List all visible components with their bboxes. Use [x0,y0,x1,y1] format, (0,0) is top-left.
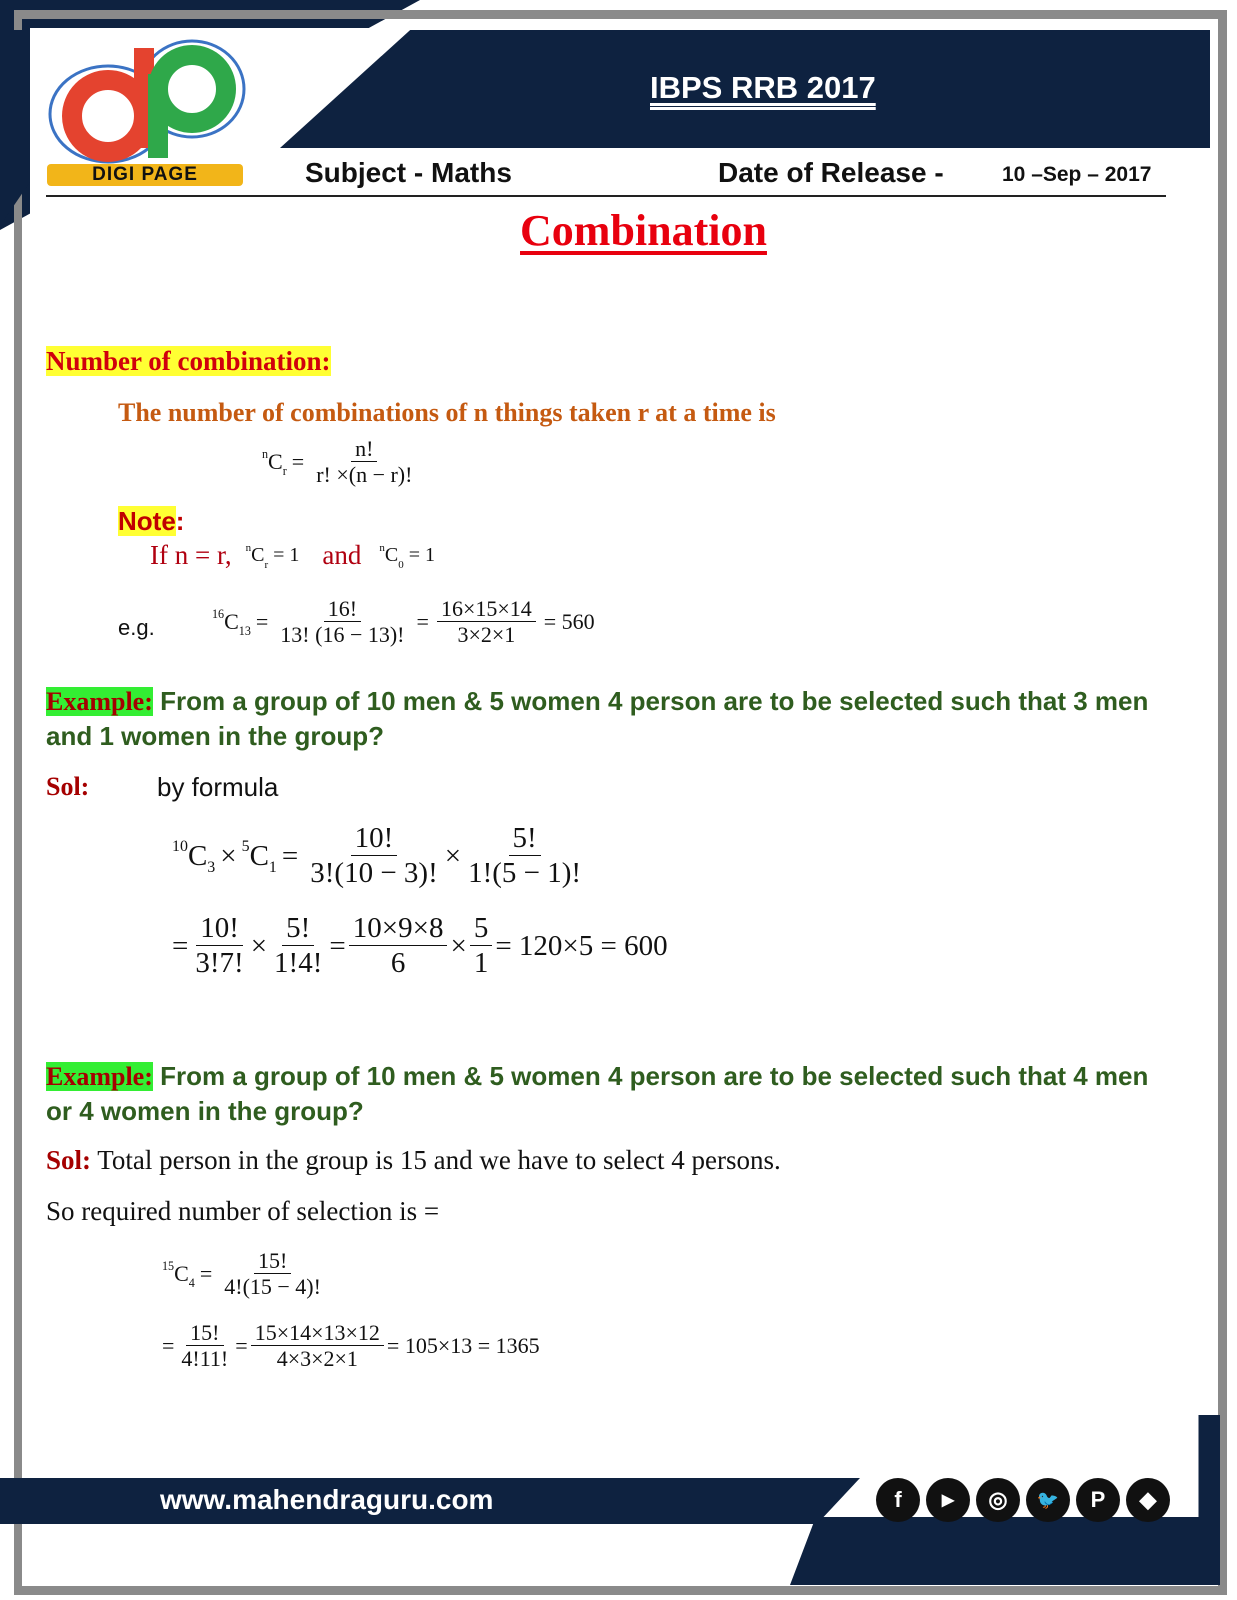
math-part: r [282,464,287,479]
math-part: Note [118,506,176,536]
c-symbol [172,838,216,877]
math-part: C [268,449,283,475]
equals: = [291,449,305,475]
fraction [270,912,326,981]
solution-line-1 [172,822,588,891]
sol-label: Sol: [46,1145,92,1175]
sol-label: Sol: [46,772,90,801]
math-part: = [416,609,429,635]
math-part: = [255,609,269,635]
math-part: × [250,930,268,963]
math-part: 10! [351,822,398,856]
math-part: = [172,930,189,963]
fraction [251,1320,384,1373]
math-part: C [384,544,399,566]
result: = 120×5 = 600 [495,930,668,963]
example-text: From a group of 10 men & 5 women 4 person are to be selected such that 4 men or 4 women in the group? [46,1061,1149,1126]
result: = 105×13 = 1365 [386,1333,540,1359]
fraction [437,596,536,649]
fraction [191,912,247,981]
android-icon[interactable]: ◆ [1126,1478,1170,1522]
math-part: 1!4! [274,947,323,980]
social-icons [876,1478,1170,1522]
fraction [312,436,416,489]
math-part: 16! [324,596,361,622]
header-divider [46,195,1166,197]
math-part: 15! [254,1248,291,1274]
solution-line-2 [172,912,668,981]
and-text: and [322,540,362,570]
fraction [177,1320,232,1373]
nc0-symbol [379,542,404,571]
math-part: 10×9×8 [349,912,448,946]
math-part: 5! [509,822,541,856]
pinterest-icon[interactable]: P [1076,1478,1120,1522]
math-part: 13! (16 − 13)! [280,622,405,648]
math-part: 4!11! [181,1346,229,1372]
math-part: 10 [172,838,188,856]
date-label: Date of Release - [718,157,944,188]
section-heading [46,346,331,377]
facebook-icon[interactable]: f [876,1478,920,1522]
ncr-symbol [245,542,269,571]
math-part: 6 [390,947,406,980]
fraction [220,1248,325,1301]
youtube-icon[interactable]: ▶ [926,1478,970,1522]
math-part: 0 [398,559,404,571]
math-part: 16×15×14 [437,596,536,622]
note-condition: If n = r, [150,540,232,570]
release-date: 10 –Sep – 2017 [1002,163,1152,186]
math-part: 1 [268,859,277,877]
value: = 1 [273,544,300,566]
page-title: Combination [520,206,767,255]
required-selection-text: So required number of selection is = [46,1196,440,1226]
fraction [276,596,408,649]
math-part: C [251,544,265,566]
math-part: 15×14×13×12 [251,1320,384,1346]
section-heading-text: Number of combination: [46,346,331,376]
math-part: 1 [473,947,489,980]
example-label: Example: [46,1062,153,1091]
math-part: × [220,840,237,873]
math-part: 5 [241,838,250,856]
math-part: 5 [470,912,493,946]
example-label: Example: [46,687,153,716]
math-part: 10! [196,912,243,946]
math-part: r [264,559,269,571]
c-symbol [241,838,277,877]
value: = 1 [408,544,436,566]
math-part: C [174,1261,189,1287]
math-part: : [175,506,185,536]
ncr-symbol [262,447,287,479]
fraction [306,822,441,891]
math-part: 13 [238,624,251,639]
c-symbol [162,1259,195,1291]
solution-2-line-1 [162,1248,328,1301]
example-text: From a group of 10 men & 5 women 4 person are to be selected such that 3 men and 1 women in the group? [46,686,1149,751]
fraction [464,822,585,891]
math-part: 5! [282,912,314,946]
math-part: n [379,542,385,554]
solution-2-line-2 [162,1320,540,1373]
c-symbol [212,607,251,639]
fraction [349,912,448,981]
math-part: 15! [186,1320,223,1346]
math-part: 3!7! [195,947,244,980]
sol-text: by formula [157,772,279,802]
example-1-question [46,684,1166,754]
result: = 560 [543,609,595,635]
math-part: 15 [162,1259,175,1274]
math-part: n! [351,436,377,462]
twitter-icon[interactable]: 🐦 [1026,1478,1070,1522]
math-part: = [199,1261,213,1287]
math-part: 4 [188,1276,195,1291]
logo-text: DIGI PAGE [47,164,243,186]
math-part: C [249,840,269,873]
math-part: 3×2×1 [457,622,516,648]
example-2-question [46,1059,1166,1129]
math-part: n [245,542,252,554]
math-part: × [450,930,467,963]
math-part: 3!(10 − 3)! [310,857,438,890]
fraction [470,912,493,981]
digi-page-logo [42,34,247,164]
math-part: 4!(15 − 4)! [224,1274,321,1300]
math-part: 1!(5 − 1)! [468,857,582,890]
note-line [150,540,440,571]
exam-title: IBPS RRB 2017 [650,70,876,105]
math-part: n [262,447,269,462]
note-label [118,506,184,537]
definition-statement: The number of combinations of n things taken r at a time is [118,398,776,427]
math-part: C [224,609,239,635]
math-part: = [235,1333,248,1359]
formula-ncr [262,436,419,489]
math-part: × [444,840,462,873]
instagram-icon[interactable]: ◎ [976,1478,1020,1522]
math-part: = [329,930,346,963]
eg-label: e.g. [118,615,155,640]
sol-line [46,1145,781,1176]
math-part: C [187,840,208,873]
math-part: r! ×(n − r)! [316,462,413,488]
subject-label: Subject - Maths [305,157,512,188]
math-part: = [281,840,299,873]
math-part: 3 [207,859,216,877]
website-link[interactable]: www.mahendraguru.com [160,1484,494,1515]
example-formula [212,596,600,649]
math-part: 4×3×2×1 [276,1346,358,1372]
sol-text: Total person in the group is 15 and we have to select 4 persons. [97,1145,781,1175]
math-part: = [162,1333,175,1359]
math-part: 16 [212,607,225,622]
